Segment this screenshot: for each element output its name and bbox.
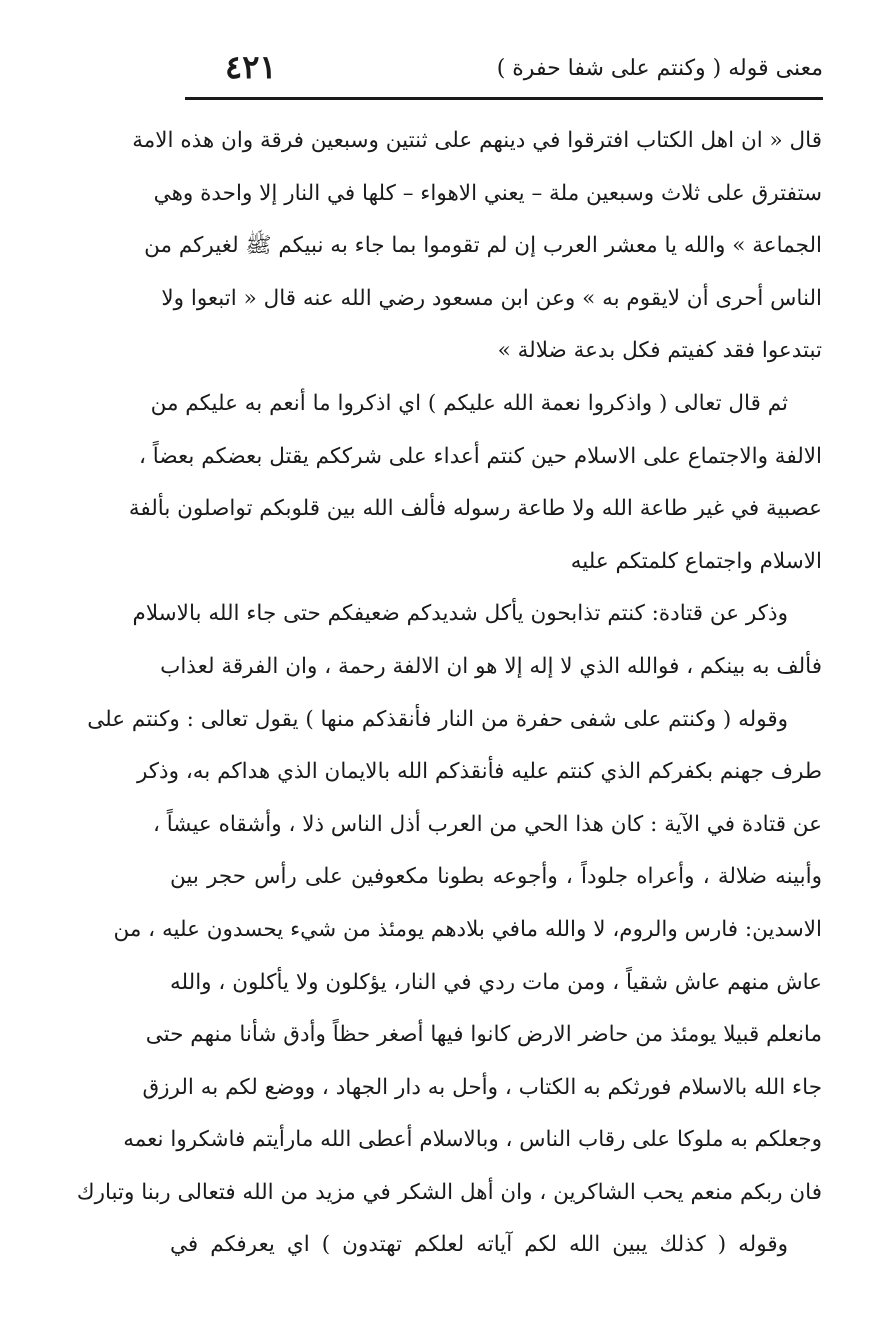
text-line: مانعلم قبيلا يومئذ من حاضر الارض كانوا فيها أصغر حظاً وأدق شأنا منهم حتى: [145, 1022, 822, 1048]
running-header: [185, 40, 823, 96]
text-line: الاسدين: فارس والروم، لا والله مافي بلادهم يومئذ من شيء يحسدون عليه ، من: [113, 916, 822, 942]
text-line: طرف جهنم بكفركم الذي كنتم عليه فأنقذكم الله بالايمان الذي هداكم به، وذكر: [136, 759, 822, 785]
text-line: وجعلكم به ملوكا على رقاب الناس ، وبالاسلام أعطى الله مارأيتم فاشكروا نعمه: [123, 1127, 822, 1153]
body-text: [76, 115, 822, 1272]
page-number: ٤٢١: [225, 48, 277, 86]
text-line: عاش منهم عاش شقياً ، ومن مات ردي في النار، يؤكلون ولا يأكلون ، والله: [170, 969, 822, 995]
text-line: الجماعة » والله يا معشر العرب إن لم تقوموا بما جاء به نبيكم ﷺ لغيركم من: [144, 233, 822, 259]
text-line: وقوله ( كذلك يبين الله لكم آياته لعلكم تهتدون ) اي يعرفكم في: [170, 1232, 788, 1258]
text-line: تبتدعوا فقد كفيتم فكل بدعة ضلالة »: [497, 338, 822, 364]
text-line: عصبية في غير طاعة الله ولا طاعة رسوله فألف الله بين قلوبكم تواصلون بألفة: [128, 496, 822, 522]
text-line: الالفة والاجتماع على الاسلام حين كنتم أعداء على شرككم يقتل بعضكم بعضاً ،: [139, 443, 822, 469]
text-line: جاء الله بالاسلام فورثكم به الكتاب ، وأحل به دار الجهاد ، ووضع لكم به الرزق: [142, 1074, 822, 1100]
running-title: معنى قوله ( وكنتم على شفا حفرة ): [496, 56, 823, 81]
text-line: فألف به بينكم ، فوالله الذي لا إله إلا هو ان الالفة رحمة ، وان الفرقة لعذاب: [160, 653, 822, 679]
text-line: وأبينه ضلالة ، وأعراه جلوداً ، وأجوعه بطونا مكعوفين على رأس حجر بين: [170, 864, 822, 890]
text-line: قال « ان اهل الكتاب افترقوا في دينهم على ثنتين وسبعين فرقة وان هذه الامة: [132, 128, 822, 153]
text-line: الاسلام واجتماع كلمتكم عليه: [570, 548, 822, 574]
text-line: عن قتادة في الآية : كان هذا الحي من العرب أذل الناس ذلا ، وأشقاه عيشاً ،: [152, 811, 822, 837]
text-line: وذكر عن قتادة: كنتم تذابحون يأكل شديدكم ضعيفكم حتى جاء الله بالاسلام: [132, 601, 788, 627]
text-line: الناس أحرى أن لايقوم به » وعن ابن مسعود رضي الله عنه قال « اتبعوا ولا: [161, 285, 822, 311]
text-line: فان ربكم منعم يحب الشاكرين ، وان أهل الشكر في مزيد من الله فتعالى ربنا وتبارك: [76, 1179, 822, 1205]
text-line: وقوله ( وكنتم على شفى حفرة من النار فأنقذكم منها ) يقول تعالى : وكنتم على: [87, 706, 788, 732]
text-line: ستفترق على ثلاث وسبعين ملة – يعني الاهواء – كلها في النار إلا واحدة وهي: [153, 180, 822, 206]
header-rule: [185, 97, 823, 100]
text-line: ثم قال تعالى ( واذكروا نعمة الله عليكم ) اي اذكروا ما أنعم به عليكم من: [150, 390, 788, 416]
